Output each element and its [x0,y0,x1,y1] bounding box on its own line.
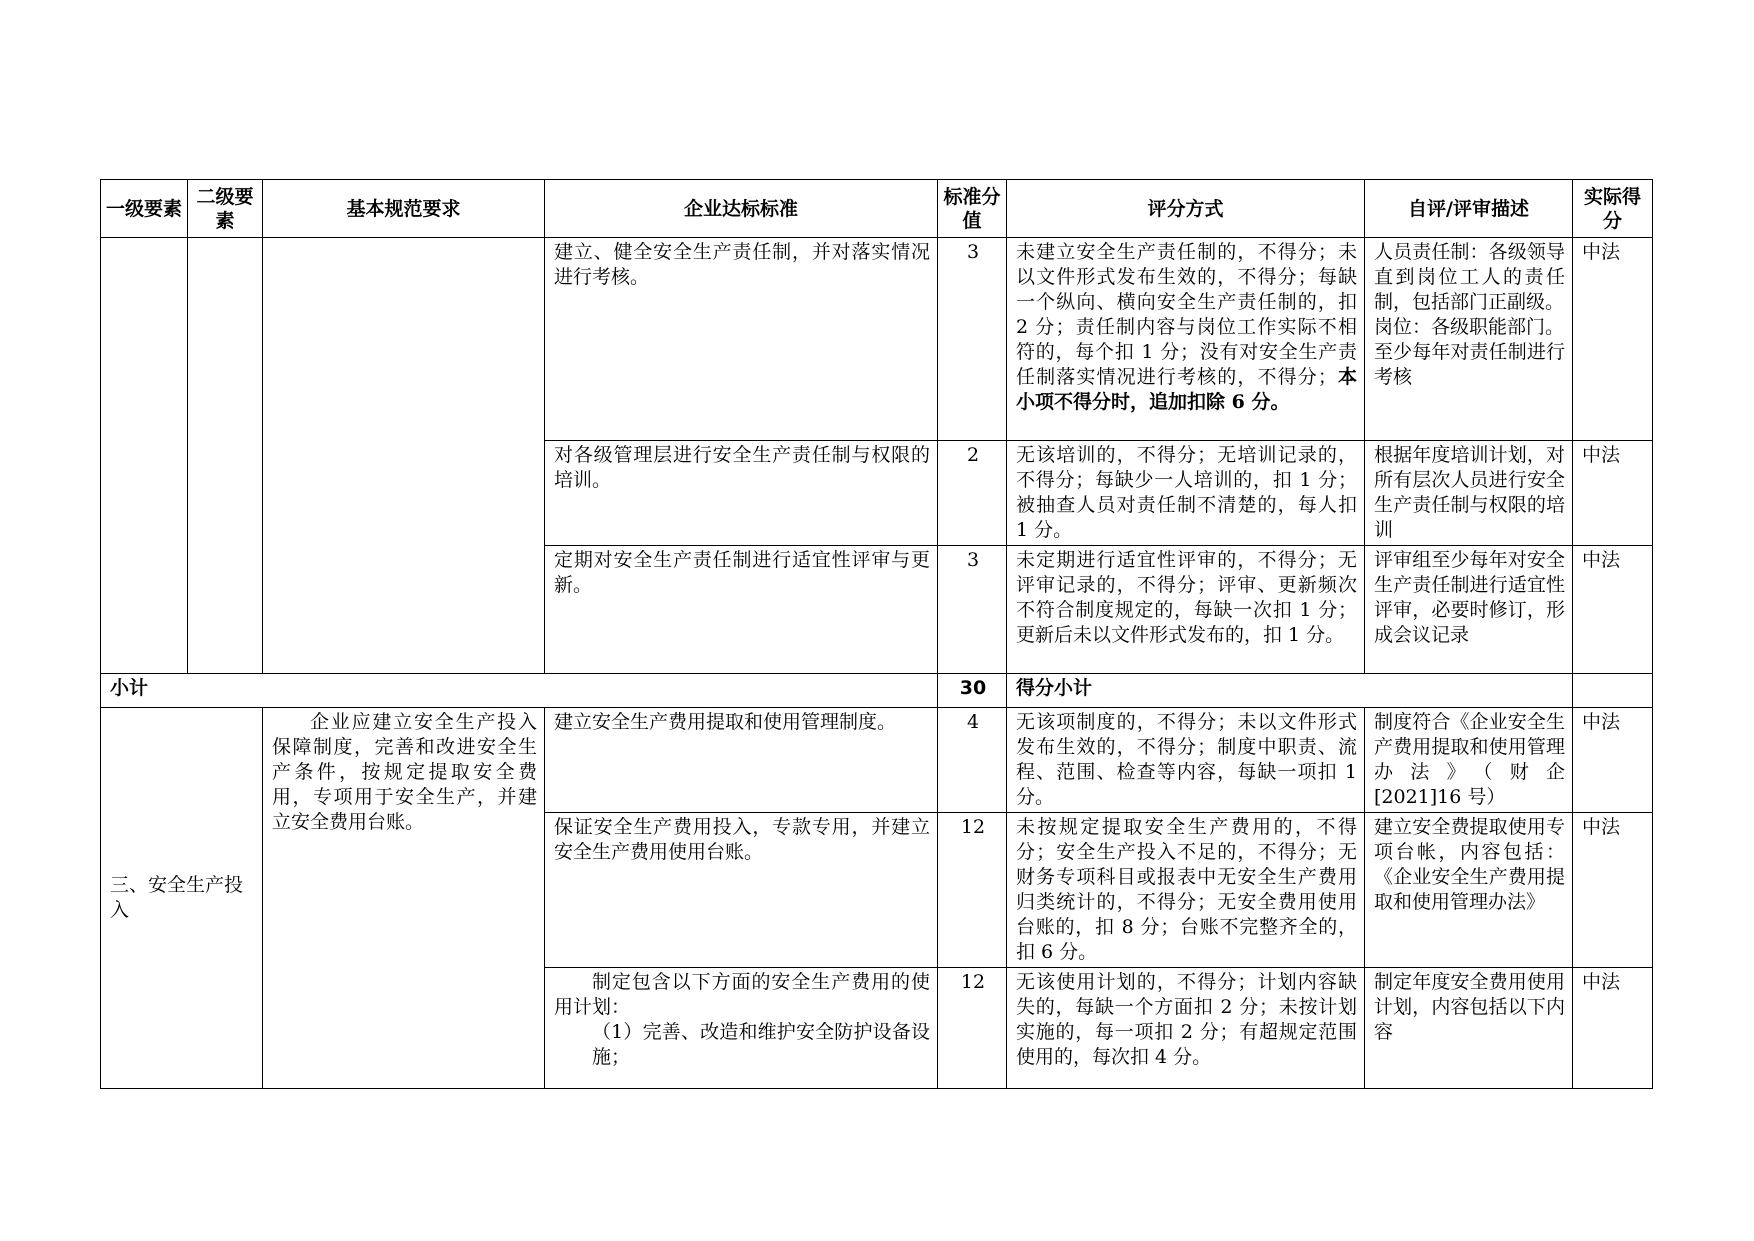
subtotal-method: 得分小计 [1007,674,1573,708]
description-cell: 建立安全费提取使用专项台帐，内容包括：《企业安全生产费用提取和使用管理办法》 [1365,813,1573,968]
actual-score-cell: 中法 [1573,968,1653,1089]
actual-score-cell: 中法 [1573,441,1653,546]
header-level1: 一级要素 [101,180,188,238]
standard-item: （1）完善、改造和维护安全防护设备设施； [592,1021,930,1068]
score-cell: 2 [938,441,1007,546]
score-cell: 4 [938,708,1007,813]
method-cell: 未按规定提取安全生产费用的，不得分；安全生产投入不足的，不得分；无财务专项科目或报表中无安全生产费用归类统计的，不得分；无安全费用使用台账的，扣 8 分；台账不完整齐全的，扣 6 分。 [1007,813,1365,968]
header-level2: 二级要素 [188,180,263,238]
table-row [101,708,1653,813]
header-requirement: 基本规范要求 [263,180,545,238]
standard-cell [545,968,938,1089]
level2-cell [188,238,263,674]
header-description: 自评/评审描述 [1365,180,1573,238]
actual-score-cell: 中法 [1573,238,1653,441]
description-text: 人员责任制：各级领导直到岗位工人的责任制，包括部门正副级。 [1374,241,1565,313]
method-cell: 无该培训的，不得分；无培训记录的，不得分；每缺少一人培训的，扣 1 分；被抽查人员对责任制不清楚的，每人扣 1 分。 [1007,441,1365,546]
standard-cell: 定期对安全生产责任制进行适宜性评审与更新。 [545,546,938,674]
header-standard: 企业达标标准 [545,180,938,238]
description-cell: 制定年度安全费用使用计划，内容包括以下内容 [1365,968,1573,1089]
header-score: 标准分值 [938,180,1007,238]
subtotal-actual [1573,674,1653,708]
method-cell [1007,238,1365,441]
standards-table [100,179,1653,1089]
subtotal-score: 30 [938,674,1007,708]
subtotal-label: 小计 [101,674,938,708]
header-method: 评分方式 [1007,180,1365,238]
method-cell: 无该使用计划的，不得分；计划内容缺失的，每缺一个方面扣 2 分；未按计划实施的，每一项扣 2 分；有超规定范围使用的，每次扣 4 分。 [1007,968,1365,1089]
score-cell: 12 [938,813,1007,968]
score-cell: 3 [938,546,1007,674]
requirement-text: 企业应建立安全生产投入保障制度，完善和改进安全生产条件，按规定提取安全费用，专项用于安全生产，并建立安全费用台账。 [263,708,545,1089]
standard-cell [545,238,938,441]
level1-section-title: 三、安全生产投入 [101,708,263,1089]
method-cell: 无该项制度的，不得分；未以文件形式发布生效的，不得分；制度中职责、流程、范围、检查等内容，每缺一项扣 1 分。 [1007,708,1365,813]
subtotal-row [101,674,1653,708]
description-cell: 根据年度培训计划，对所有层次人员进行安全生产责任制与权限的培训 [1365,441,1573,546]
method-bold-text: 本小项不得分时，追加扣除 6 分。 [1016,366,1357,413]
description-text-3: 至少每年对责任制进行考核 [1374,341,1565,388]
standard-text: 制定包含以下方面的安全生产费用的使用计划： [554,971,930,1018]
actual-score-cell: 中法 [1573,546,1653,674]
level1-cell [101,238,188,674]
header-row [101,180,1653,238]
description-text-2: 岗位：各级职能部门。 [1374,316,1565,338]
standard-cell: 保证安全生产费用投入，专款专用，并建立安全生产费用使用台账。 [545,813,938,968]
table-row [101,238,1653,441]
actual-score-cell: 中法 [1573,813,1653,968]
standard-text: 建立、健全安全生产责任制，并对落实情况进行考核。 [554,241,930,288]
method-cell: 未定期进行适宜性评审的，不得分；无评审记录的，不得分；评审、更新频次不符合制度规定的，每缺一次扣 1 分；更新后未以文件形式发布的，扣 1 分。 [1007,546,1365,674]
header-actual: 实际得分 [1573,180,1653,238]
score-cell: 12 [938,968,1007,1089]
score-cell: 3 [938,238,1007,441]
description-cell [1365,238,1573,441]
standard-cell: 对各级管理层进行安全生产责任制与权限的培训。 [545,441,938,546]
actual-score-cell: 中法 [1573,708,1653,813]
standard-cell: 建立安全生产费用提取和使用管理制度。 [545,708,938,813]
requirement-cell [263,238,545,674]
method-text: 未建立安全生产责任制的，不得分；未以文件形式发布生效的，不得分；每缺一个纵向、横向安全生产责任制的，扣 2 分；责任制内容与岗位工作实际不相符的，每个扣 1 分；没有对安全生产责任制落实情况进行考核的，不得分； [1016,241,1357,388]
description-cell: 评审组至少每年对安全生产责任制进行适宜性评审，必要时修订，形成会议记录 [1365,546,1573,674]
description-cell: 制度符合《企业安全生产费用提取和使用管理办法》（财企[2021]16 号） [1365,708,1573,813]
